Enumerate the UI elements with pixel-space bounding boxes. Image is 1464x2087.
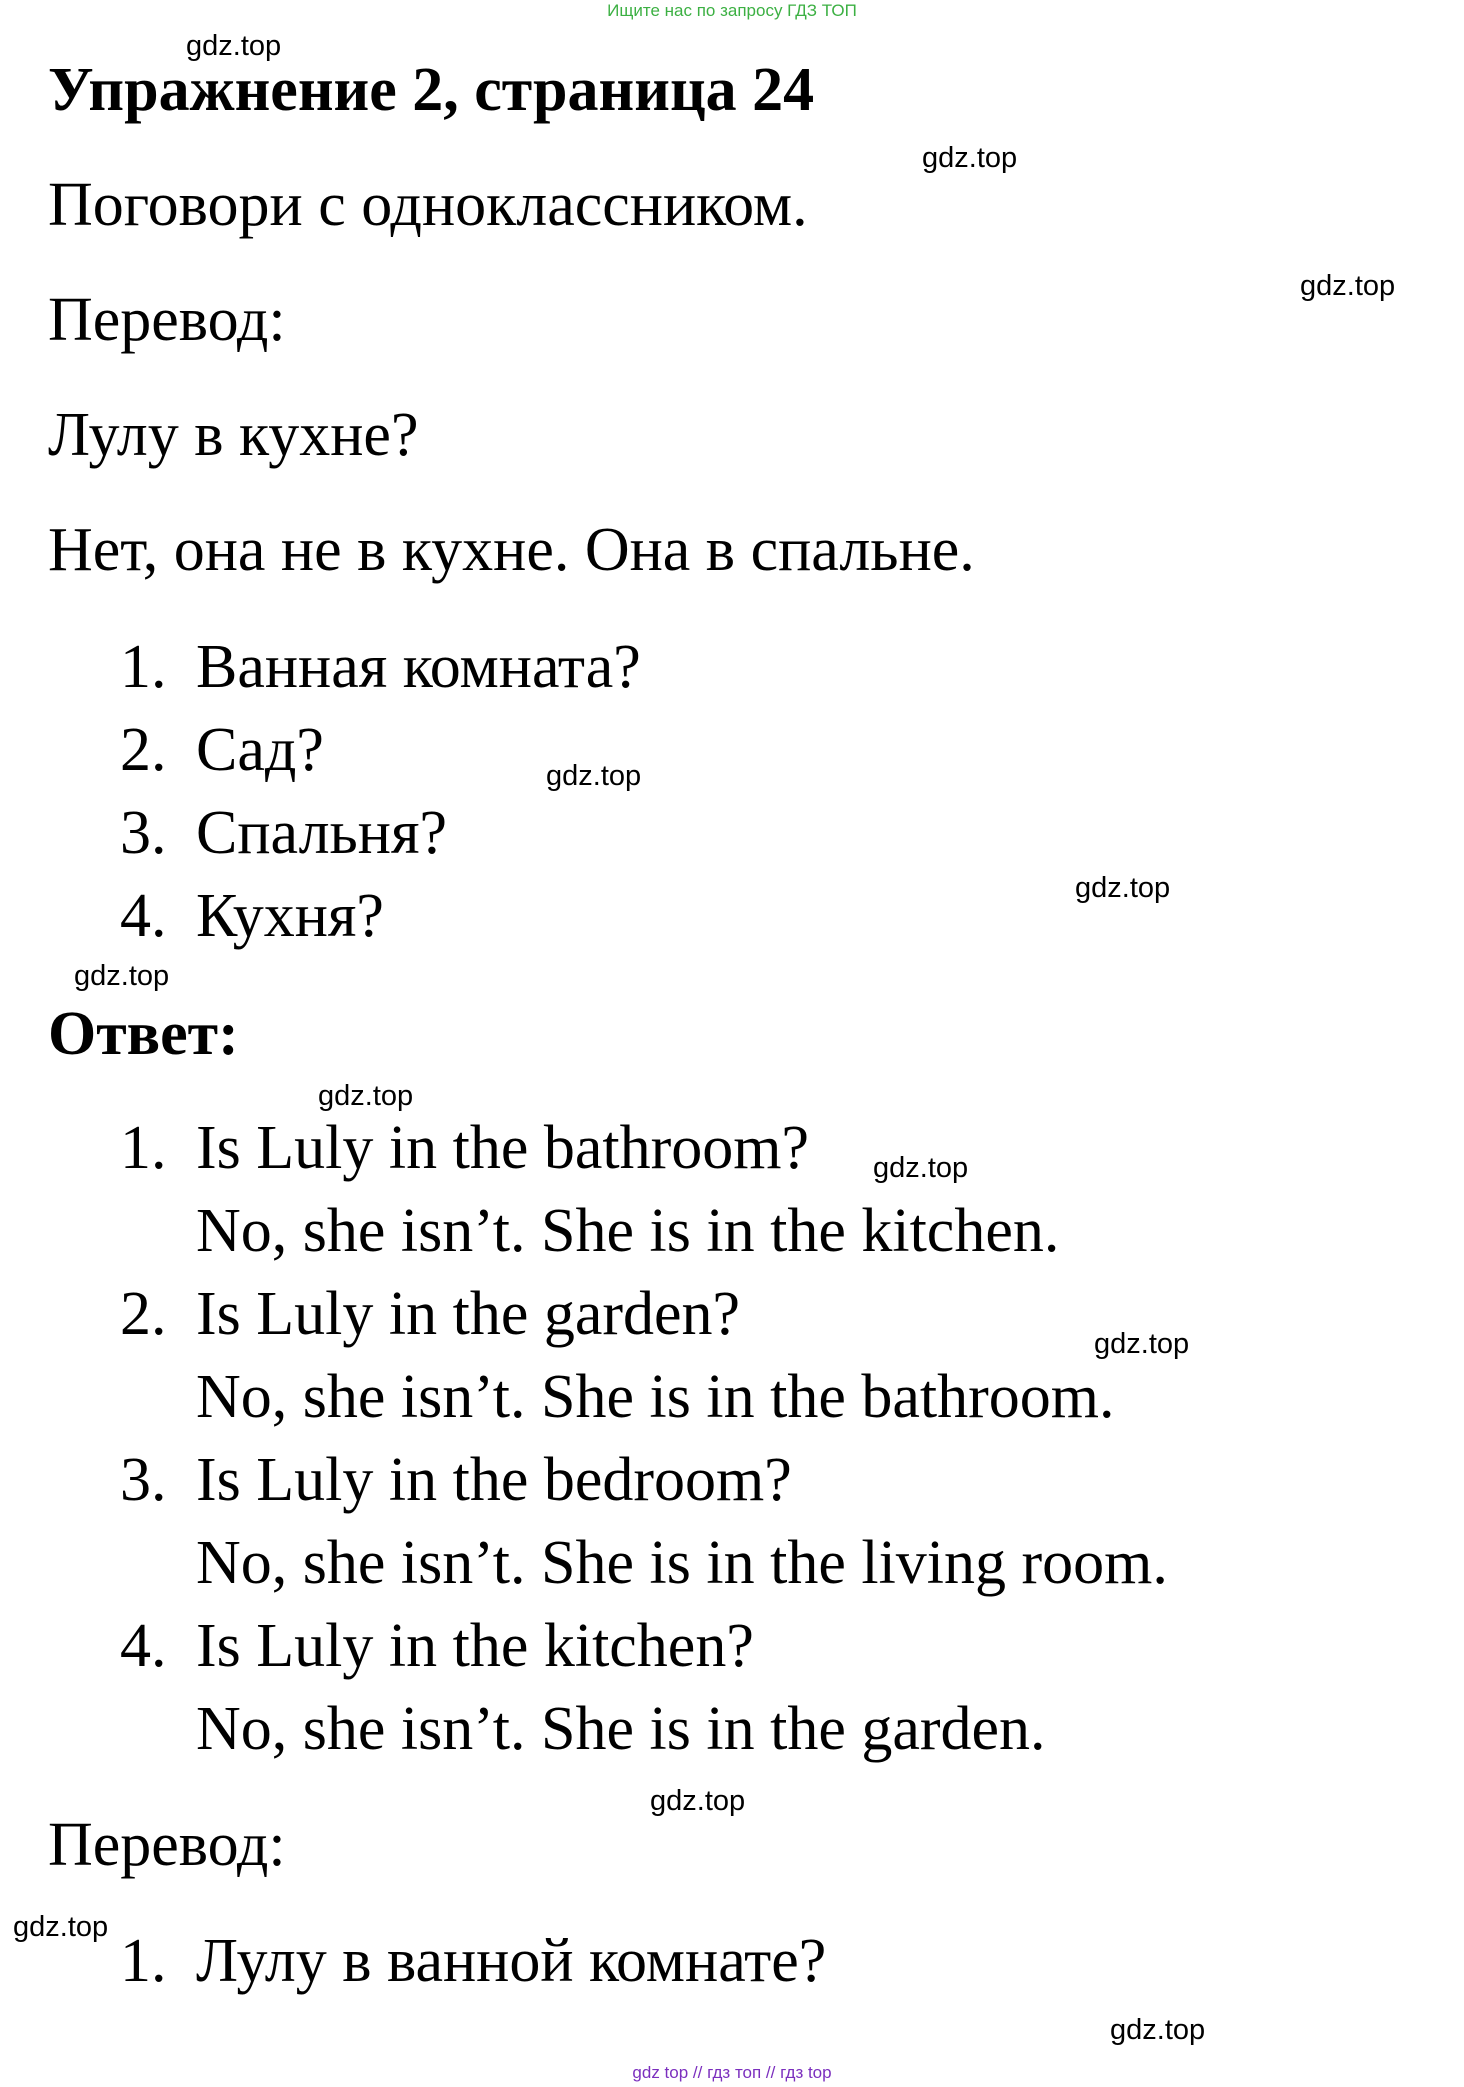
answer-reply: No, she isn’t. She is in the bathroom. bbox=[196, 1363, 1115, 1431]
watermark: gdz.top bbox=[74, 960, 170, 992]
answer-question: Is Luly in the kitchen? bbox=[196, 1612, 754, 1680]
watermark: gdz.top bbox=[1110, 2014, 1206, 2046]
watermark: gdz.top bbox=[1094, 1328, 1190, 1360]
translation-label: Перевод: bbox=[48, 286, 286, 354]
top-banner: Ищите нас по запросу ГДЗ ТОП bbox=[607, 1, 857, 20]
watermark: gdz.top bbox=[318, 1080, 414, 1112]
watermark: gdz.top bbox=[922, 142, 1018, 174]
task-item-number: 3. bbox=[120, 799, 167, 867]
watermark: gdz.top bbox=[546, 760, 642, 792]
answer-question: Is Luly in the bedroom? bbox=[196, 1446, 792, 1514]
watermark: gdz.top bbox=[186, 30, 282, 62]
translation-label: Перевод: bbox=[48, 1811, 286, 1879]
watermark: gdz.top bbox=[13, 1911, 109, 1943]
answer-question: Is Luly in the bathroom? bbox=[196, 1114, 809, 1182]
answer-reply: No, she isn’t. She is in the garden. bbox=[196, 1695, 1046, 1763]
task-item-number: 2. bbox=[120, 716, 167, 784]
task-item-text: Спальня? bbox=[196, 799, 448, 867]
watermark: gdz.top bbox=[1075, 872, 1171, 904]
example-question: Лулу в кухне? bbox=[48, 401, 419, 469]
answer-number: 4. bbox=[120, 1612, 167, 1680]
translation-item-text: Лулу в ванной комнате? bbox=[196, 1927, 827, 1995]
task-item-number: 1. bbox=[120, 633, 167, 701]
watermark: gdz.top bbox=[873, 1152, 969, 1184]
answer-reply: No, she isn’t. She is in the kitchen. bbox=[196, 1197, 1060, 1265]
watermark: gdz.top bbox=[650, 1785, 746, 1817]
answer-number: 1. bbox=[120, 1114, 167, 1182]
translation-item-number: 1. bbox=[120, 1927, 167, 1995]
footer-text: gdz top // гдз топ // гдз top bbox=[632, 2063, 832, 2082]
answer-heading: Ответ: bbox=[48, 1000, 239, 1068]
task-item-number: 4. bbox=[120, 882, 167, 950]
answer-number: 3. bbox=[120, 1446, 167, 1514]
task-item-text: Сад? bbox=[196, 716, 324, 784]
example-answer: Нет, она не в кухне. Она в спальне. bbox=[48, 516, 975, 584]
task-instruction: Поговори с одноклассником. bbox=[48, 171, 808, 239]
answer-reply: No, she isn’t. She is in the living room. bbox=[196, 1529, 1168, 1597]
task-item-text: Кухня? bbox=[196, 882, 384, 950]
answer-number: 2. bbox=[120, 1280, 167, 1348]
watermark: gdz.top bbox=[1300, 270, 1396, 302]
task-item-text: Ванная комната? bbox=[196, 633, 641, 701]
answer-question: Is Luly in the garden? bbox=[196, 1280, 741, 1348]
exercise-title: Упражнение 2, страница 24 bbox=[48, 56, 815, 124]
